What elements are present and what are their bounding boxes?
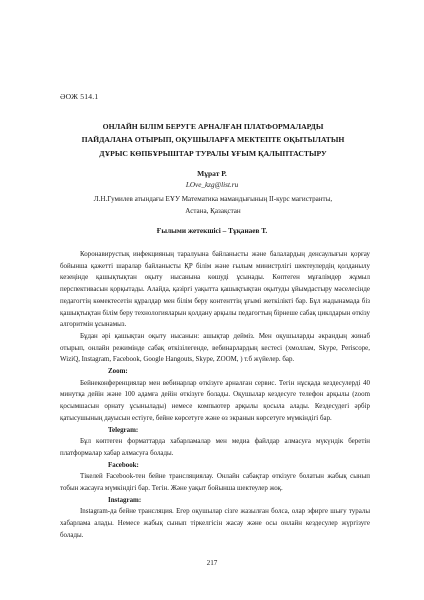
author-affiliation [64,193,362,217]
udk-code: ӘОЖ 514.1 [60,92,99,101]
affiliation-line: Астана, Қазақстан [185,207,241,216]
paragraph: Тікелей Facebook-тен бейне трансляциялау. Онлайн сабақтар өткізуге болатын жабық сынып тобын жасауға мүмкіндігі бар. Тегін. Және уақыт бойынша шектеулер жоқ. [60,472,370,493]
paragraph: Коронавирустық инфекцияның таралуына байланысты және балалардың денсаулығын қорғау бойынша қажетті шаралар байланысты ҚР білім және ғылым министрлігі шектеулердің қолданылу кезеңінде қашықтықтан оқыту нысанына көшуді ұсынады. Көптеген мұғалімдер жұмыл перспективасын қорқытады. Алайда, қазіргі уақытта қашықтықтан оқытуды ұйымдастыру мәселесінде педагогтің көмектесетін құралдар мен білім беру контенттің ұғымі жеткілікті бар. Бұл жадынамада біз қашықтықтан білім беру технологияларын қолдану арқылы педагогтың бірнеше сабақ циклдарын өткізу алгоритмін ұсынамыз. [60,250,370,329]
affiliation-line: Л.Н.Гумилев атындағы ЕҰУ Математика мамандығының II-курс магистранты, [93,195,333,203]
paragraph: Бұдан әрі қашықтан оқыту нысанын: ашықтар дейміз. Мен оқушыларды әкрандың жинаб отырып, онлайн режимінде сабақ өткізілегенде, вебинарлардың кестесі (хмоллам, Skype, Periscope, WiziQ, Instagram, Facebook, Google Hangouts, Skype, ZOOM, ) т.б жүйелер. бар. [60,331,370,364]
title-line: ОНЛАЙН БІЛІМ БЕРУГЕ АРНАЛҒАН ПЛАТФОРМАЛАРДЫ [102,122,324,131]
section-heading-facebook: Facebook: [108,460,139,469]
paragraph: Бұл көптеген форматтарда хабарламалар мен медиа файлдар алмасуға мүкүндік беретін платформалар хабар алмасуға болады. [60,437,370,457]
author-name: Мұрат Р. [197,169,227,178]
section-heading-instagram: Instagram: [108,495,142,504]
author-email: LOve_kzg@list.ru [185,181,239,189]
section-heading-telegram: Telegram: [108,425,139,434]
article-body [60,249,370,542]
article-title [64,120,362,160]
section-heading-zoom: Zoom: [108,367,128,376]
paragraph: Бейнеконференциялар мен вебинарлар өткізуге арналған сервис. Тегін нұсқада кездесулерді 40 минутқа дейін және 100 адамға дейін өткізуге болады. Оқушылар кездесуге телефон арқылы (zoom қосымшасын орнату ұсынылады) немесе компьютер арқылы қосыла алады. Кездесудегі әрбір қатысушының дауысын естіуге, бейне көрсетуге және өз экранын көрсетуге мүмкіндігі бар. [60,378,370,422]
scientific-advisor: Ғылыми жетекшісі – Тұқанаев Т. [156,226,268,235]
title-line: ДҰРЫС КӨПБҰРЫШТАР ТУРАЛЫ ҰҒЫМ ҚАЛЫПТАСТЫРУ [99,148,327,158]
page-number: 217 [206,559,218,567]
title-line: ПАЙДАЛАНА ОТЫРЫП, ОҚУШЫЛАРҒА МЕКТЕПТЕ ОҚЫТЫЛАТЫН [81,135,345,145]
paragraph: Instagram-да бейне трансляция. Егер оқушылар сізге жазылған болса, олар эфирге шығу туралы хабарлама алады. Немесе жабық сынып тіркелгісін жасау және осы онлайн кездесулер жүргізуге болады. [60,507,370,539]
